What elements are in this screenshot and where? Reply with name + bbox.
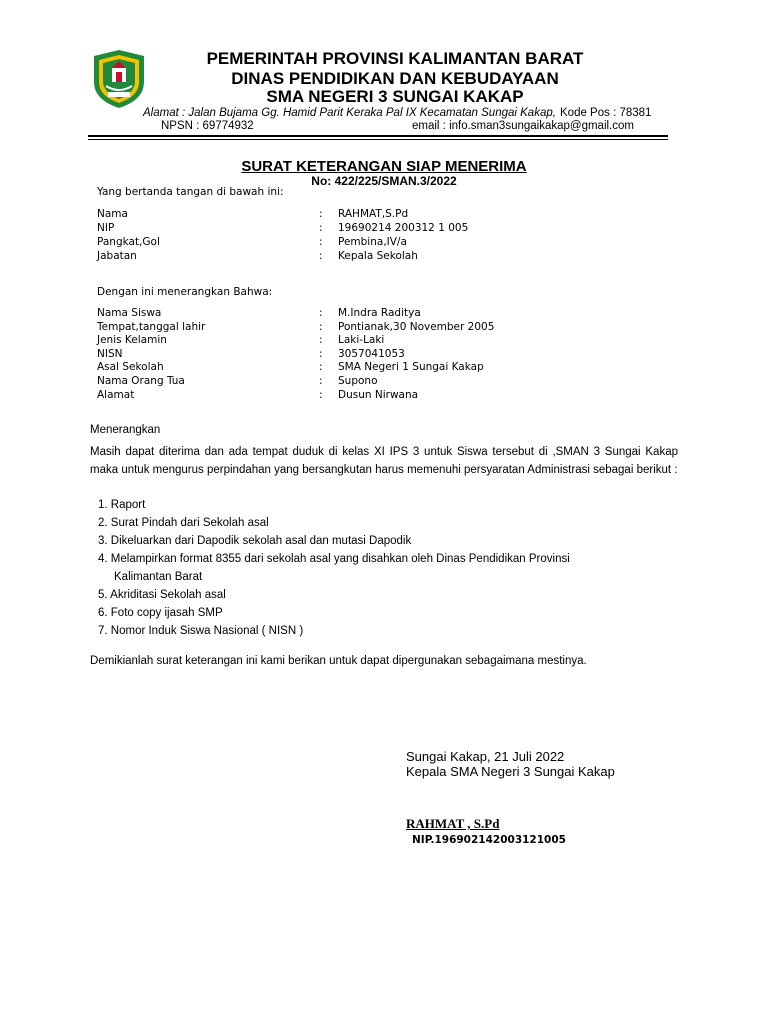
field-colon: : bbox=[319, 334, 323, 346]
list-item: 4. Melampirkan format 8355 dari sekolah asal yang disahkan oleh Dinas Pendidikan Provinsi bbox=[98, 553, 570, 565]
requirements-list bbox=[98, 496, 570, 640]
list-item: 2. Surat Pindah dari Sekolah asal bbox=[98, 517, 269, 529]
closing-paragraph: Demikianlah surat keterangan ini kami berikan untuk dapat dipergunakan sebagaimana mestinya. bbox=[90, 655, 587, 667]
field-label: Pangkat,Gol bbox=[97, 236, 160, 248]
list-item: 5. Akriditasi Sekolah asal bbox=[98, 589, 226, 601]
field-value: Laki-Laki bbox=[338, 334, 385, 346]
field-value: M.Indra Raditya bbox=[338, 307, 421, 319]
field-value: Pontianak,30 November 2005 bbox=[338, 321, 495, 333]
field-label: Jenis Kelamin bbox=[97, 334, 167, 346]
field-colon: : bbox=[319, 321, 323, 333]
field-value: Pembina,IV/a bbox=[338, 236, 407, 248]
field-label: NIP bbox=[97, 222, 115, 234]
kop-postal-code: Kode Pos : 78381 bbox=[560, 107, 652, 119]
field-value: RAHMAT,S.Pd bbox=[338, 208, 409, 220]
list-item: 3. Dikeluarkan dari Dapodik sekolah asal dan mutasi Dapodik bbox=[98, 535, 412, 547]
field-colon: : bbox=[319, 222, 323, 234]
kop-npsn: NPSN : 69774932 bbox=[161, 120, 254, 132]
kop-divider-thin bbox=[88, 139, 668, 140]
body-paragraph: Masih dapat diterima dan ada tempat duduk di kelas XI IPS 3 untuk Siswa tersebut di ,SMAN 3 Sungai Kakap maka untuk mengurus perpindahan yang bersangkutan harus memenuhi persyaratan Administrasi sebagai berikut : bbox=[90, 446, 678, 476]
kop-email: email : info.sman3sungaikakap@gmail.com bbox=[412, 120, 634, 132]
kop-line-1: PEMERINTAH PROVINSI KALIMANTAN BARAT bbox=[206, 49, 584, 68]
field-value: Dusun Nirwana bbox=[338, 389, 419, 401]
field-colon: : bbox=[319, 236, 323, 248]
field-colon: : bbox=[319, 375, 323, 387]
signatory-nip: NIP.196902142003121005 bbox=[412, 834, 566, 846]
field-label: NISN bbox=[97, 348, 123, 360]
field-label: Jabatan bbox=[97, 250, 137, 262]
list-item: 6. Foto copy ijasah SMP bbox=[98, 607, 223, 619]
kop-address: Alamat : Jalan Bujama Gg. Hamid Parit Keraka Pal IX Kecamatan Sungai Kakap, bbox=[143, 107, 556, 119]
field-label: Nama Siswa bbox=[97, 307, 162, 319]
intro-text: Yang bertanda tangan di bawah ini: bbox=[97, 186, 284, 198]
kop-line-2: DINAS PENDIDIKAN DAN KEBUDAYAAN bbox=[231, 69, 559, 88]
field-colon: : bbox=[319, 389, 323, 401]
provincial-crest-icon bbox=[88, 48, 150, 110]
field-label: Alamat bbox=[97, 389, 135, 401]
field-label: Nama bbox=[97, 208, 128, 220]
signatory-position: Kepala SMA Negeri 3 Sungai Kakap bbox=[406, 764, 615, 779]
list-item-continuation: Kalimantan Barat bbox=[114, 571, 203, 583]
list-item: 1. Raport bbox=[98, 499, 146, 511]
signatory-name: RAHMAT , S.Pd bbox=[406, 816, 500, 831]
field-label: Asal Sekolah bbox=[97, 361, 164, 373]
list-item: 7. Nomor Induk Siswa Nasional ( NISN ) bbox=[98, 625, 304, 637]
kop-divider-thick bbox=[88, 135, 668, 137]
field-colon: : bbox=[319, 361, 323, 373]
place-date: Sungai Kakap, 21 Juli 2022 bbox=[406, 749, 565, 764]
field-colon: : bbox=[319, 250, 323, 262]
letter-number: No: 422/225/SMAN.3/2022 bbox=[311, 174, 457, 188]
field-value: Supono bbox=[338, 375, 378, 387]
kop-line-3: SMA NEGERI 3 SUNGAI KAKAP bbox=[266, 87, 524, 106]
field-colon: : bbox=[319, 348, 323, 360]
statement-text: Dengan ini menerangkan Bahwa: bbox=[97, 286, 273, 298]
letter-title: SURAT KETERANGAN SIAP MENERIMA bbox=[241, 158, 527, 175]
field-label: Tempat,tanggal lahir bbox=[97, 321, 206, 333]
field-colon: : bbox=[319, 307, 323, 319]
field-value: Kepala Sekolah bbox=[338, 250, 418, 262]
field-value: 3057041053 bbox=[338, 348, 405, 360]
field-label: Nama Orang Tua bbox=[97, 375, 185, 387]
field-colon: : bbox=[319, 208, 323, 220]
field-value: SMA Negeri 1 Sungai Kakap bbox=[338, 361, 484, 373]
field-value: 19690214 200312 1 005 bbox=[338, 222, 469, 234]
section-heading: Menerangkan bbox=[90, 424, 161, 436]
